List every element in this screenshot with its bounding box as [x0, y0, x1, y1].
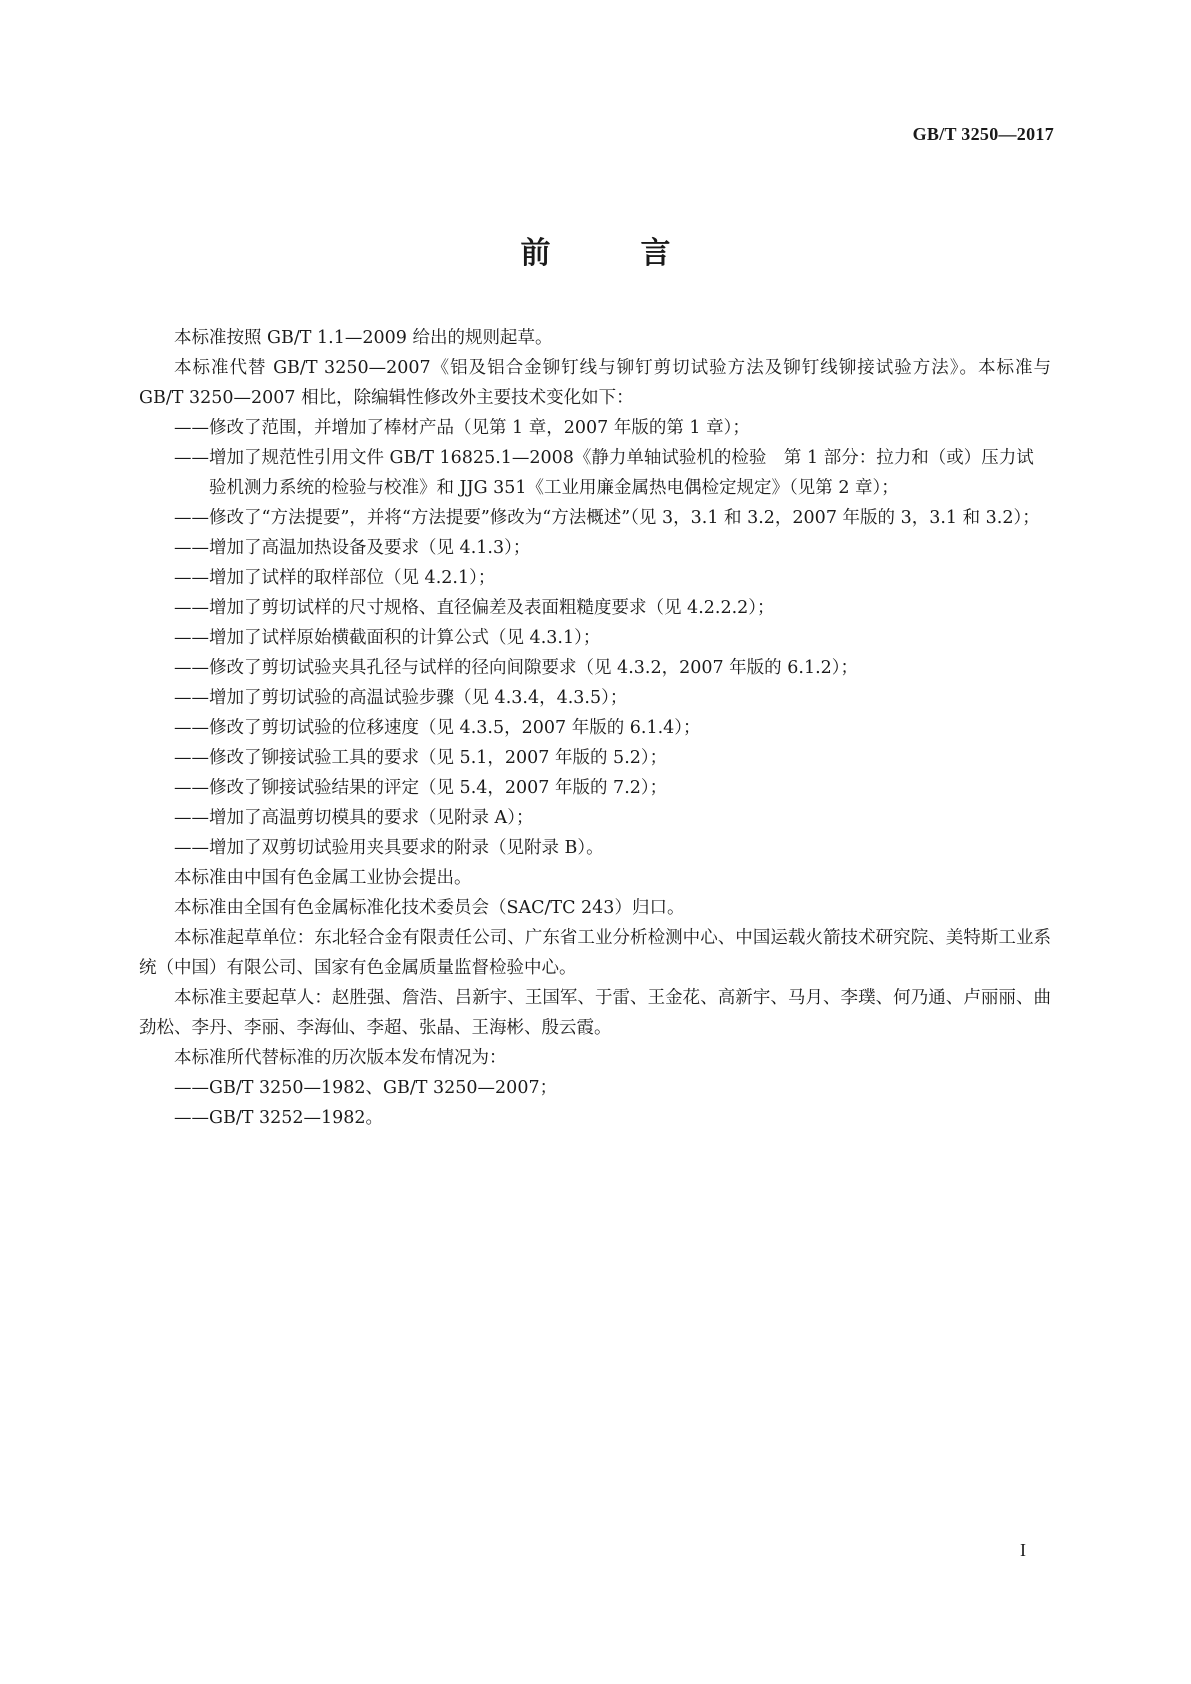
paragraph-replacement: 本标准代替 GB/T 3250—2007《铝及铝合金铆钉线与铆钉剪切试验方法及铆钉线铆接试验方法》。本标准与 GB/T 3250—2007 相比，除编辑性修改外主要技术变化如下：	[139, 358, 1051, 408]
foreword-body	[139, 323, 1051, 1133]
paragraph-drafting-units: 本标准起草单位：东北轻合金有限责任公司、广东省工业分析检测中心、中国运载火箭技术研究院、美特斯工业系统（中国）有限公司、国家有色金属质量监督检验中心。	[139, 928, 1051, 978]
change-item: ——增加了高温剪切模具的要求（见附录 A）；	[174, 808, 534, 828]
change-item: ——修改了范围，并增加了棒材产品（见第 1 章，2007 年版的第 1 章）；	[174, 418, 750, 438]
paragraph-drafting-rules: 本标准按照 GB/T 1.1—2009 给出的规则起草。	[174, 328, 553, 348]
page-number: I	[1020, 1540, 1026, 1560]
change-item: ——增加了剪切试样的尺寸规格、直径偏差及表面粗糙度要求（见 4.2.2.2）；	[174, 598, 775, 618]
change-item: ——增加了试样原始横截面积的计算公式（见 4.3.1）；	[174, 628, 601, 648]
paragraph-proposer: 本标准由中国有色金属工业协会提出。	[174, 868, 472, 888]
paragraph-committee: 本标准由全国有色金属标准化技术委员会（SAC/TC 243）归口。	[174, 898, 685, 918]
change-item: ——修改了剪切试验夹具孔径与试样的径向间隙要求（见 4.3.2，2007 年版的 6.1.2）；	[174, 658, 859, 678]
paragraph-drafters: 本标准主要起草人：赵胜强、詹浩、吕新宇、王国军、于雷、王金花、高新宇、马月、李璞、何乃通、卢丽丽、曲劲松、李丹、李丽、李海仙、李超、张晶、王海彬、殷云霞。	[139, 988, 1051, 1038]
change-item: ——增加了高温加热设备及要求（见 4.1.3）；	[174, 538, 531, 558]
history-item: ——GB/T 3250—1982、GB/T 3250—2007；	[174, 1078, 558, 1098]
change-item: ——修改了剪切试验的位移速度（见 4.3.5，2007 年版的 6.1.4）；	[174, 718, 701, 738]
change-item: ——增加了双剪切试验用夹具要求的附录（见附录 B）。	[174, 838, 604, 858]
change-item: ——增加了规范性引用文件 GB/T 16825.1—2008《静力单轴试验机的检验 第 1 部分：拉力和（或）压力试验机测力系统的检验与校准》和 JJG 351《工业用廉金属热电偶检定规定》（见第 2 章）；	[174, 448, 1034, 498]
history-item: ——GB/T 3252—1982。	[174, 1108, 384, 1128]
change-item: ——修改了铆接试验结果的评定（见 5.4，2007 年版的 7.2）；	[174, 778, 668, 798]
change-item: ——增加了试样的取样部位（见 4.2.1）；	[174, 568, 496, 588]
change-item: ——增加了剪切试验的高温试验步骤（见 4.3.4，4.3.5）；	[174, 688, 628, 708]
change-item: ——修改了铆接试验工具的要求（见 5.1，2007 年版的 5.2）；	[174, 748, 668, 768]
change-item: ——修改了“方法提要”，并将“方法提要”修改为“方法概述”（见 3，3.1 和 3.2，2007 年版的 3，3.1 和 3.2）；	[174, 508, 1040, 528]
page-title: 前 言	[520, 236, 701, 271]
paragraph-history-intro: 本标准所代替标准的历次版本发布情况为：	[174, 1048, 507, 1068]
standard-number: GB/T 3250—2017	[912, 124, 1054, 144]
